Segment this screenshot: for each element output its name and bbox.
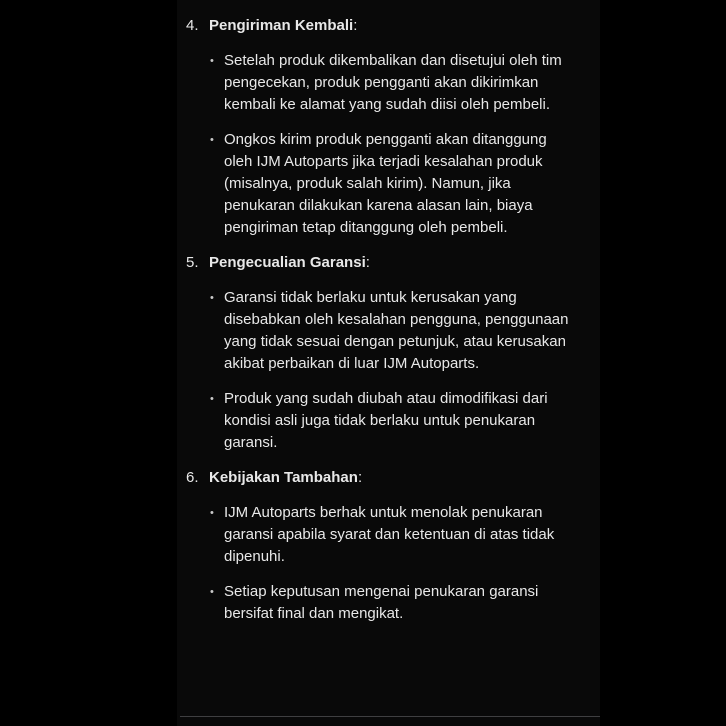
section-heading [186, 467, 600, 489]
list-item [186, 502, 600, 568]
list-item [186, 50, 600, 116]
section-title-wrap [209, 15, 357, 37]
section-number: 6. [186, 469, 199, 486]
bullet-text: IJM Autoparts berhak untuk menolak penukaran garansi apabila syarat dan ketentuan di atas tidak dipenuhi. [224, 504, 555, 565]
section-number: 5. [186, 254, 199, 271]
bullet-icon: • [210, 507, 214, 519]
section-kebijakan-tambahan [186, 467, 600, 625]
bullet-icon: • [210, 55, 214, 67]
section-title: Kebijakan Tambahan [209, 469, 358, 486]
section-heading [186, 252, 600, 274]
bullet-text: Ongkos kirim produk pengganti akan ditanggung oleh IJM Autoparts jika terjadi kesalahan produk (misalnya, produk salah kirim). Namun, jika penukaran dilakukan karena alasan lain, biaya pengiriman tetap ditanggung oleh pembeli. [224, 131, 547, 236]
section-colon: : [353, 17, 358, 34]
section-colon: : [357, 469, 363, 486]
list-item [186, 129, 600, 239]
bullet-text: Setelah produk dikembalikan dan disetujui oleh tim pengecekan, produk pengganti akan dikirimkan kembali ke alamat yang sudah diisi oleh pembeli. [224, 52, 562, 113]
section-title: Pengecualian Garansi [209, 254, 366, 271]
section-pengecualian-garansi [186, 252, 600, 454]
bullet-text: Garansi tidak berlaku untuk kerusakan yang disebabkan oleh kesalahan pengguna, penggunaan yang tidak sesuai dengan petunjuk, atau kerusakan akibat perbaikan di luar IJM Autoparts. [224, 289, 569, 372]
list-item [186, 388, 600, 454]
bullet-icon: • [210, 586, 214, 598]
section-colon: : [365, 254, 370, 271]
bottom-divider [180, 716, 600, 717]
bullet-text: Produk yang sudah diubah atau dimodifikasi dari kondisi asli juga tidak berlaku untuk penukaran garansi. [224, 390, 548, 451]
section-title-wrap [209, 252, 370, 274]
bullet-icon: • [210, 292, 214, 304]
section-heading [186, 15, 600, 37]
section-title-wrap [209, 467, 362, 489]
list-item [186, 581, 600, 625]
list-item [186, 287, 600, 375]
bullet-text: Setiap keputusan mengenai penukaran garansi bersifat final dan mengikat. [224, 583, 539, 622]
policy-document [177, 0, 600, 726]
section-pengiriman-kembali [186, 15, 600, 239]
section-title: Pengiriman Kembali [209, 17, 354, 34]
bullet-icon: • [210, 393, 214, 405]
section-number: 4. [186, 17, 199, 34]
bullet-icon: • [210, 134, 214, 146]
